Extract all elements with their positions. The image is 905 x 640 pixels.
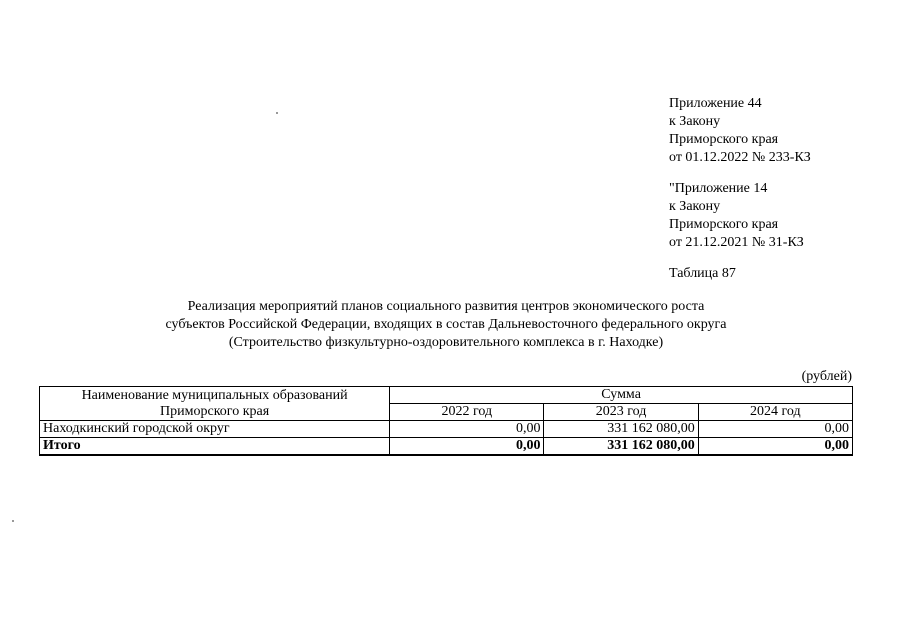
row-value: 0,00 [698,421,852,438]
header-year: 2022 год [390,404,544,421]
header-name-line: Наименование муниципальных образований [81,387,348,403]
appendix-line: к Закону [669,114,721,129]
appendix-line: "Приложение 14 [669,181,768,196]
total-label: Итого [40,438,390,456]
total-value: 0,00 [698,438,852,456]
appendix-current-reference [669,95,811,167]
funding-table [39,386,853,456]
total-value: 0,00 [390,438,544,456]
title-line: субъектов Российской Федерации, входящих в состав Дальневосточного федерального округа [165,317,727,332]
row-value: 331 162 080,00 [544,421,698,438]
header-name-line: Приморского края [160,403,270,419]
table-total-row [40,438,853,456]
header-year: 2024 год [698,404,852,421]
appendix-line: от 21.12.2021 № 31-КЗ [669,235,804,250]
table-number: Таблица 87 [669,266,736,281]
document-title [40,298,852,352]
title-line: Реализация мероприятий планов социального развития центров экономического роста [187,299,705,314]
title-line: (Строительство физкультурно-оздоровительного комплекса в г. Находке) [228,335,664,350]
unit-label: (рублей) [801,369,852,384]
header-year: 2023 год [544,404,698,421]
appendix-line: от 01.12.2022 № 233-КЗ [669,150,811,165]
table-row [40,421,853,438]
appendix-line: Приморского края [669,217,779,232]
appendix-line: Приморского края [669,132,779,147]
total-value: 331 162 080,00 [544,438,698,456]
header-sum: Сумма [390,387,853,404]
row-municipality-name: Находкинский городской округ [40,421,390,438]
row-value: 0,00 [390,421,544,438]
table-header-row [40,387,853,404]
scan-speck [276,112,278,114]
appendix-line: Приложение 44 [669,96,762,111]
appendix-line: к Закону [669,199,721,214]
appendix-amended-reference [669,180,804,252]
scan-speck [12,520,14,522]
header-municipality [40,387,390,421]
